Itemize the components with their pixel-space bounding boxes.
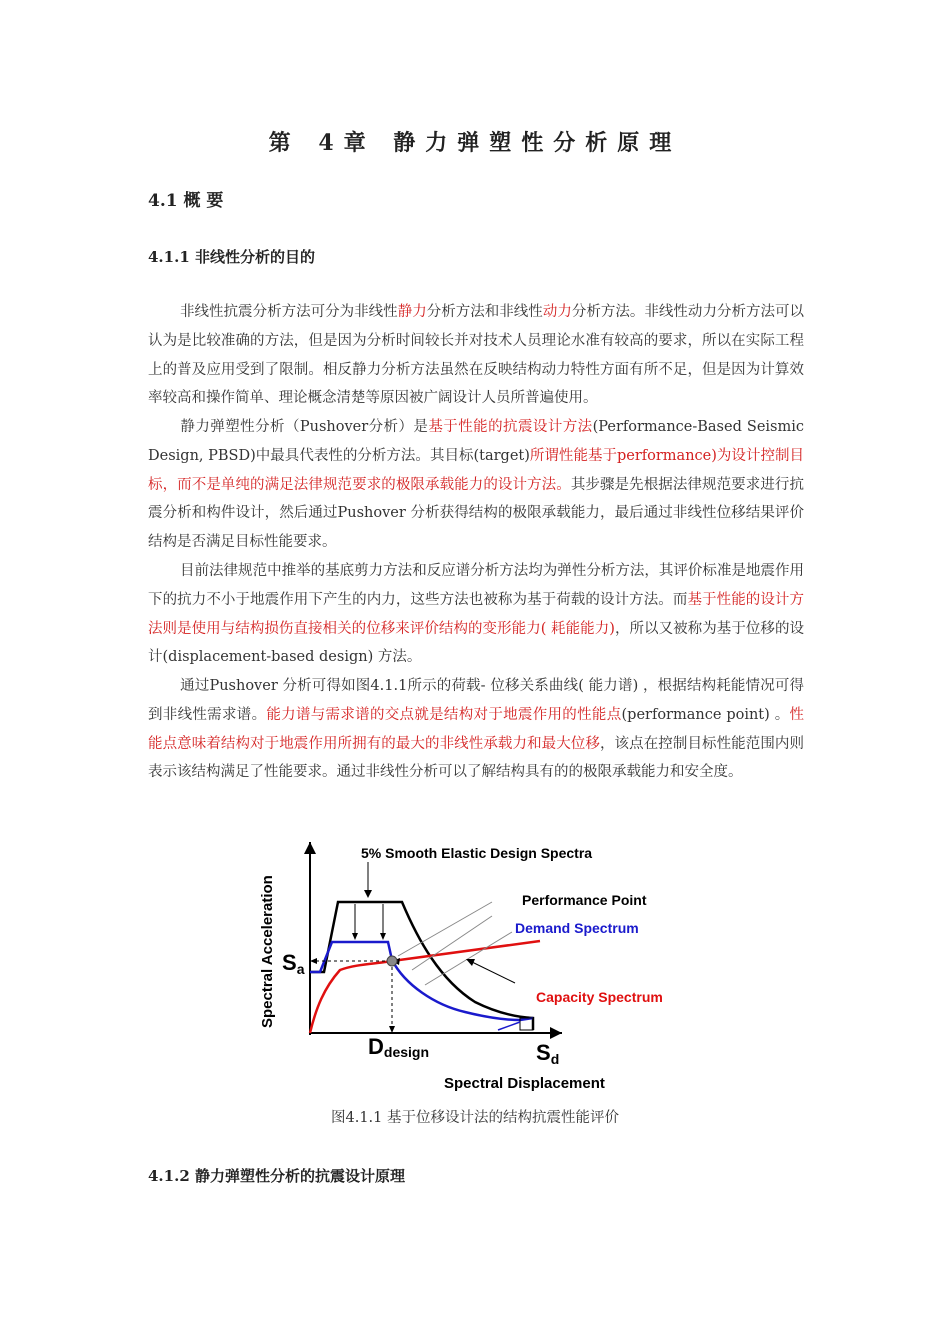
sa-main: S xyxy=(282,950,297,975)
reduction-arrowhead-1 xyxy=(352,933,358,940)
p1-text-a: 非线性抗震分析方法可分为非线性 xyxy=(180,304,398,320)
sa-sub: a xyxy=(296,961,305,977)
paragraph-3 xyxy=(148,557,804,672)
paragraph-4 xyxy=(148,672,804,787)
chapter-title: 第 4章 静力弹塑性分析原理 xyxy=(268,130,682,156)
p1-text-e: 分析方法。非线性动力分析方法可以认为是比较准确的方法，但是因为分析时间较长并对技术人员理论水准有较高的要求，所以在实际工程上的普及应用受到了限制。相反静力分析方法虽然在反映结构动力特性方面有所不足，但是因为计算效率较高和操作简单、理论概念清楚等原因被广阔设计人员所普遍使用。 xyxy=(148,304,805,407)
p2-highlight-pbsd: 基于性能的抗震设计方法 xyxy=(428,419,593,435)
perf-leader-3 xyxy=(425,932,512,985)
p1-highlight-static: 静力 xyxy=(397,304,427,320)
section-heading-4-1-2: 4.1.2 静力弹塑性分析的抗震设计原理 xyxy=(148,1167,405,1185)
p2-text-c: (Performance-Based Seismic Design, PBSD)中最具代表性的分析方法。其目标(target) xyxy=(148,419,805,464)
p4-text-e: ，该点在控制目标性能范围内则表示该结构满足了性能要求。通过非线性分析可以了解结构具有的的极限承载能力和安全度。 xyxy=(148,735,805,781)
spectrum-figure xyxy=(250,830,690,1100)
sd-label xyxy=(536,1040,559,1067)
title-arrowhead xyxy=(364,890,372,898)
section-heading-4-1-1: 4.1.1 非线性分析的目的 xyxy=(148,248,315,266)
y-axis-label: Spectral Acceleration xyxy=(259,875,276,1028)
capacity-spectrum-label: Capacity Spectrum xyxy=(536,989,663,1005)
p4-text-a: 通过Pushover 分析可得如图4.1.1所示的荷载- 位移关系曲线( 能力谱) ，根据结构耗能情况可得到非线性需求谱。 xyxy=(148,678,804,723)
sa-arrow-head xyxy=(310,958,317,964)
p3-text-a: 目前法律规范中推举的基底剪力方法和反应谱分析方法均为弹性分析方法，其评价标准是地震作用下的抗力不小于地震作用下产生的内力，这些方法也被称为基于荷载的设计方法。而 xyxy=(148,563,804,608)
ddesign-sub: design xyxy=(383,1044,430,1060)
p4-highlight-meaning: 性能点意味着结构对于地震作用所拥有的最大的非线性承载力和最大位移 xyxy=(148,706,804,752)
perf-leader-2 xyxy=(412,916,492,970)
x-axis-label: Spectral Displacement xyxy=(444,1075,605,1092)
p1-text-c: 分析方法和非线性 xyxy=(426,304,543,320)
sa-label xyxy=(282,950,305,977)
p3-highlight-displacement: 基于性能的设计方法则是使用与结构损伤直接相关的位移来评价结构的变形能力( 耗能能力) xyxy=(148,591,805,637)
demand-spectrum-label: Demand Spectrum xyxy=(515,920,639,936)
capacity-arrow xyxy=(472,962,515,983)
sd-sub: d xyxy=(550,1051,560,1067)
p2-highlight-target: 所谓性能基于performance)为设计控制目标，而不是单纯的满足法律规范要求的极限承载能力的设计方法。 xyxy=(148,447,804,493)
paragraph-1 xyxy=(148,298,804,413)
demand-spectrum-curve xyxy=(310,942,533,1020)
performance-point-label: Performance Point xyxy=(522,892,647,908)
p1-highlight-dynamic: 动力 xyxy=(542,304,572,320)
p2-text-a: 静力弹塑性分析（Pushover分析）是 xyxy=(180,419,429,435)
paragraph-2 xyxy=(148,413,804,557)
figure-caption: 图4.1.1 基于位移设计法的结构抗震性能评价 xyxy=(330,1110,619,1126)
ddesign-main: D xyxy=(368,1034,384,1059)
sd-main: S xyxy=(536,1040,551,1065)
ddesign-label xyxy=(368,1034,429,1060)
figure-title: 5% Smooth Elastic Design Spectra xyxy=(361,845,593,861)
performance-point-marker xyxy=(387,956,397,966)
p4-text-c: (performance point) 。 xyxy=(621,706,790,723)
section-heading-4-1: 4.1 概 要 xyxy=(148,191,224,211)
reduction-arrowhead-2 xyxy=(380,933,386,940)
ddesign-arrow-head xyxy=(389,1026,395,1033)
p2-text-e: 其步骤是先根据法律规范要求进行抗震分析和构件设计，然后通过Pushover 分析获得结构的极限承载能力，最后通过非线性位移结果评价结构是否满足目标性能要求。 xyxy=(148,476,805,551)
p4-highlight-intersection: 能力谱与需求谱的交点就是结构对于地震作用的性能点 xyxy=(266,706,622,723)
elastic-spectrum-curve xyxy=(310,902,533,1030)
tail-arrow xyxy=(498,1022,520,1030)
p3-text-c: ，所以又被称为基于位移的设计(displacement-based design) 方法。 xyxy=(148,620,805,666)
